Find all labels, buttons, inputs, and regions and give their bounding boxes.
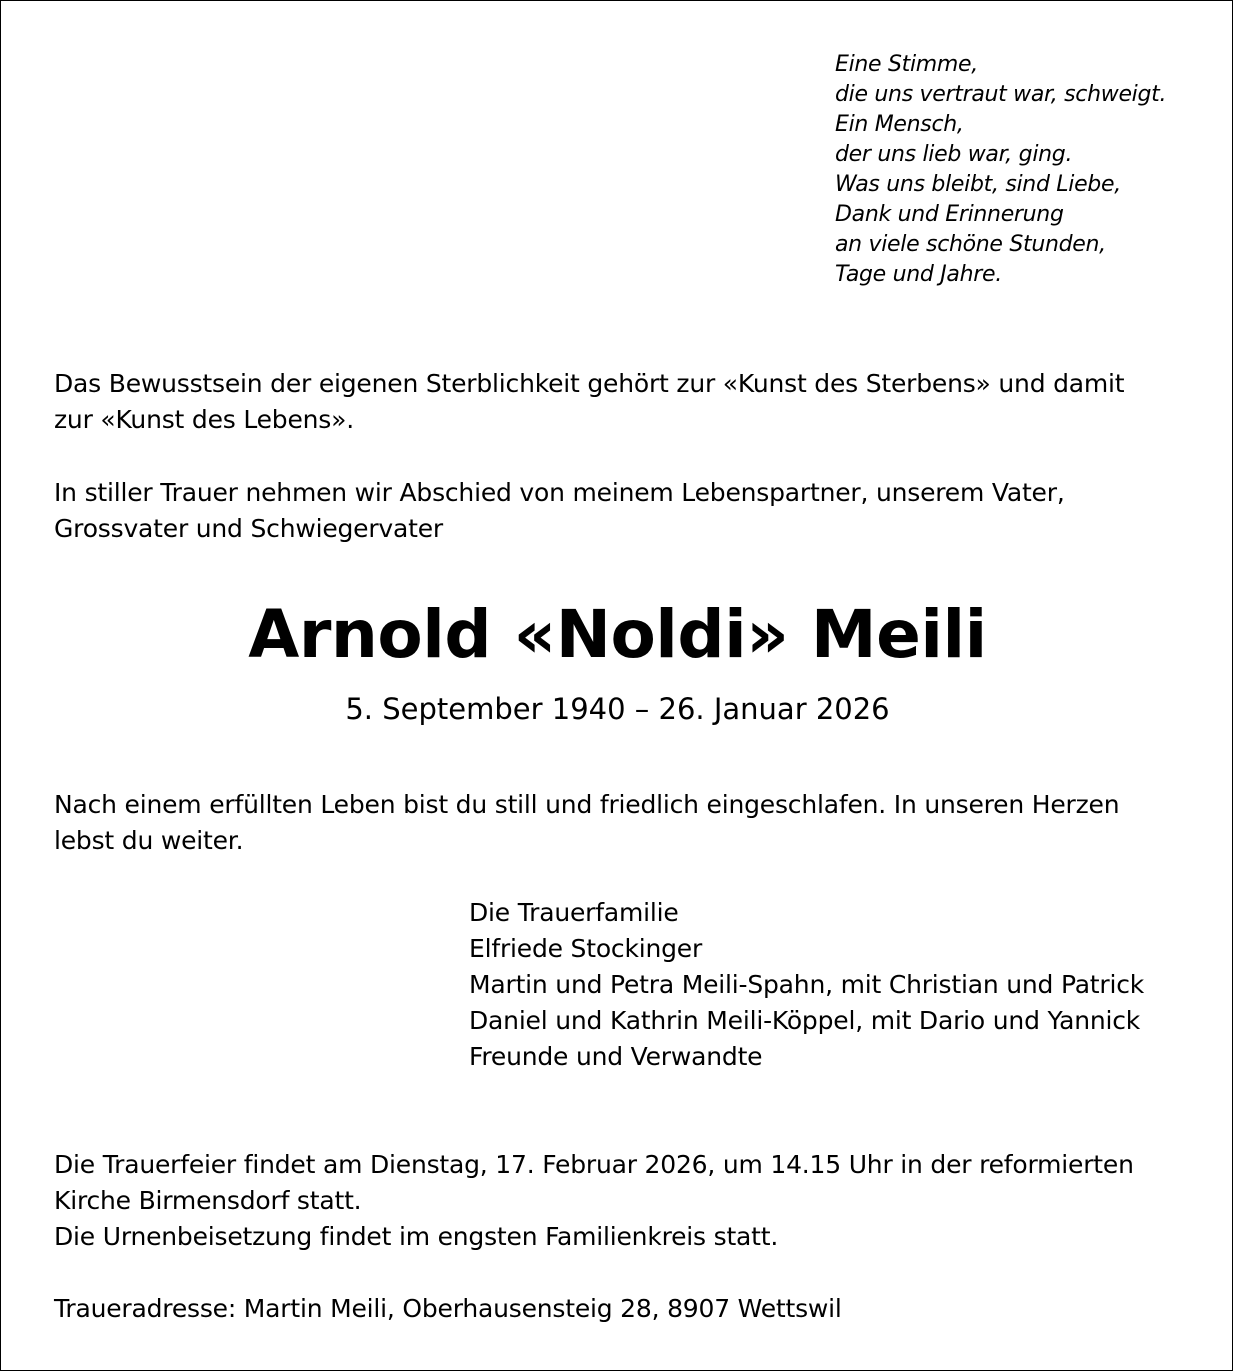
mourners-list [469,895,1144,1075]
intro-line: zur «Kunst des Lebens». [54,405,354,434]
tribute-paragraph [54,787,1119,859]
tribute-line: lebst du weiter. [54,826,244,855]
mourner-line: Die Trauerfamilie [469,898,679,927]
poem-line: an viele schöne Stunden, [835,232,1106,257]
farewell-line: In stiller Trauer nehmen wir Abschied von meinem Lebenspartner, unserem Vater, [54,478,1065,507]
tribute-line: Nach einem erfüllten Leben bist du still und friedlich eingeschlafen. In unseren Herzen [54,790,1120,819]
intro-paragraph [54,366,1124,438]
deceased-name: Arnold «Noldi» Meili [248,596,987,673]
poem-line: die uns vertraut war, schweigt. [835,82,1167,107]
address-line: Traueradresse: Martin Meili, Oberhausensteig 28, 8907 Wettswil [54,1294,842,1323]
farewell-paragraph [54,475,1065,547]
mourning-address [54,1291,842,1327]
poem-line: Ein Mensch, [835,112,964,137]
service-line: Die Trauerfeier findet am Dienstag, 17. Februar 2026, um 14.15 Uhr in der reformierten [54,1150,1134,1179]
mourner-line: Elfriede Stockinger [469,934,703,963]
mourner-line: Freunde und Verwandte [469,1042,763,1071]
poem [835,50,1166,290]
poem-line: Eine Stimme, [835,52,978,77]
poem-line: der uns lieb war, ging. [835,142,1073,167]
service-line: Kirche Birmensdorf statt. [54,1186,362,1215]
poem-line: Dank und Erinnerung [835,202,1064,227]
poem-line: Was uns bleibt, sind Liebe, [835,172,1121,197]
mourner-line: Martin und Petra Meili-Spahn, mit Christian und Patrick [469,970,1145,999]
service-line: Die Urnenbeisetzung findet im engsten Familienkreis statt. [54,1222,779,1251]
life-dates: 5. September 1940 – 26. Januar 2026 [345,692,890,726]
farewell-line: Grossvater und Schwiegervater [54,514,444,543]
mourner-line: Daniel und Kathrin Meili-Köppel, mit Dario und Yannick [469,1006,1141,1035]
intro-line: Das Bewusstsein der eigenen Sterblichkeit gehört zur «Kunst des Sterbens» und damit [54,369,1125,398]
poem-line: Tage und Jahre. [835,262,1002,287]
service-paragraph [54,1147,1134,1255]
